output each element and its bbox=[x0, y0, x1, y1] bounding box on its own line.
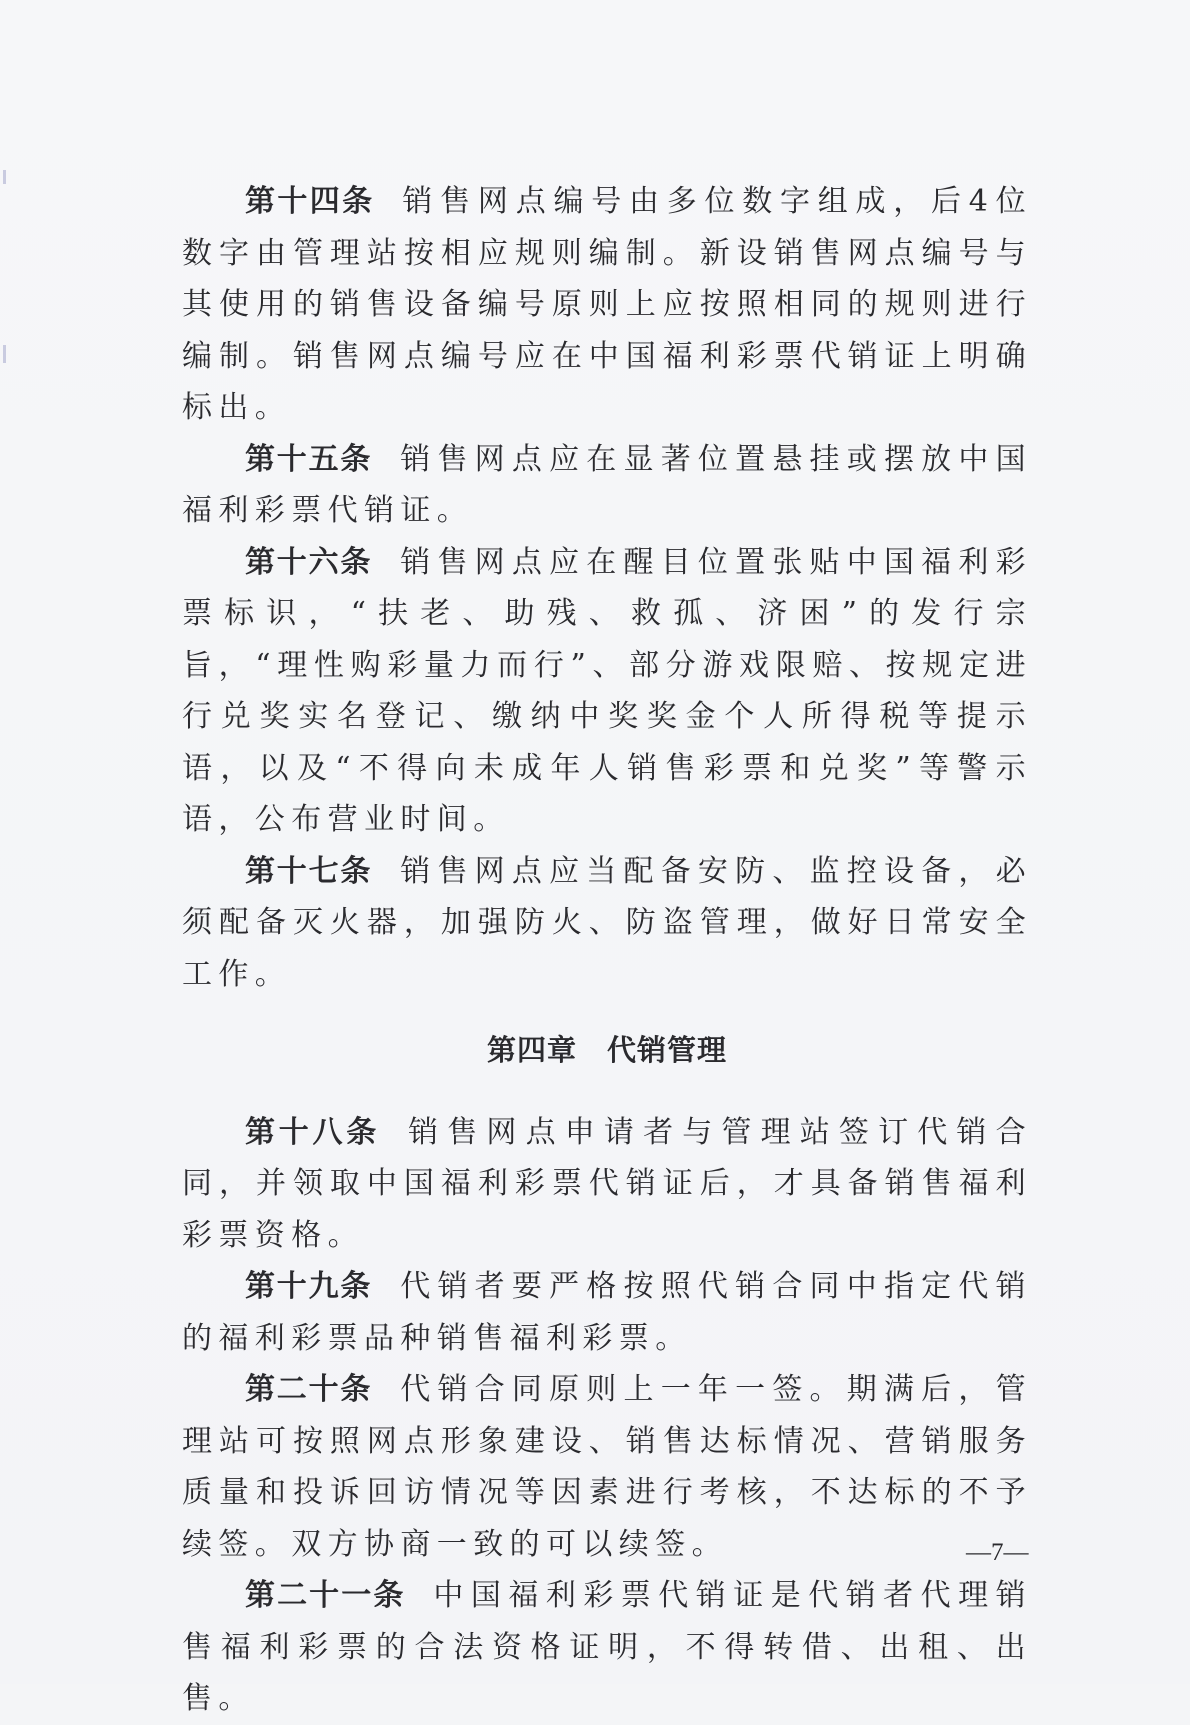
article-text: 代销合同原则上一年一签。期满后，管理站可按照网点形象建设、销售达标情况、营销服务质量和投诉回访情况等因素进行考核，不达标的不予续签。双方协商一致的可以续签。 bbox=[182, 1372, 1032, 1562]
article-number: 第十八条 bbox=[245, 1114, 381, 1150]
article-number: 第十九条 bbox=[245, 1269, 373, 1304]
article-number: 第二十一条 bbox=[245, 1578, 406, 1613]
article-21 bbox=[182, 1570, 1032, 1725]
chapter-heading bbox=[182, 1000, 1032, 1107]
scan-edge-mark bbox=[3, 345, 6, 363]
article-text: 中国福利彩票代销证是代销者代理销售福利彩票的合法资格证明，不得转借、出租、出售。 bbox=[182, 1578, 1033, 1716]
article-text: 销售网点应在醒目位置张贴中国福利彩票标识，“扶老、助残、救孤、济困”的发行宗旨，“理性购彩量力而行”、部分游戏限赔、按规定进行兑奖实名登记、缴纳中奖奖金个人所得税等提示语，以及“不得向未成年人销售彩票和兑奖”等警示语，公布营业时间。 bbox=[182, 544, 1032, 837]
scan-edge-mark bbox=[3, 170, 6, 184]
article-number: 第十七条 bbox=[245, 853, 373, 889]
article-number: 第十四条 bbox=[245, 184, 375, 219]
article-number: 第二十条 bbox=[245, 1372, 373, 1407]
document-body bbox=[182, 176, 1032, 1725]
chapter-title: 代销管理 bbox=[607, 1033, 728, 1067]
article-text: 销售网点应在显著位置悬挂或摆放中国福利彩票代销证。 bbox=[182, 441, 1032, 528]
article-14 bbox=[182, 176, 1032, 434]
article-17 bbox=[182, 846, 1032, 1001]
article-18 bbox=[182, 1107, 1032, 1262]
article-text: 销售网点申请者与管理站签订代销合同，并领取中国福利彩票代销证后，才具备销售福利彩票资格。 bbox=[182, 1114, 1032, 1253]
article-text: 代销者要严格按照代销合同中指定代销的福利彩票品种销售福利彩票。 bbox=[182, 1269, 1032, 1356]
article-text: 销售网点应当配备安防、监控设备，必须配备灭火器，加强防火、防盗管理，做好日常安全工作。 bbox=[182, 853, 1032, 992]
article-19 bbox=[182, 1261, 1032, 1364]
article-15 bbox=[182, 434, 1032, 537]
article-number: 第十六条 bbox=[245, 544, 373, 580]
article-20 bbox=[182, 1364, 1032, 1570]
page-number: —7— bbox=[966, 1539, 1029, 1566]
article-16 bbox=[182, 537, 1032, 846]
article-text: 销售网点编号由多位数字组成，后4位数字由管理站按相应规则编制。新设销售网点编号与其使用的销售设备编号原则上应按照相同的规则进行编制。销售网点编号应在中国福利彩票代销证上明确标出。 bbox=[182, 184, 1032, 425]
chapter-number: 第四章 bbox=[486, 1033, 577, 1067]
article-number: 第十五条 bbox=[245, 441, 373, 477]
